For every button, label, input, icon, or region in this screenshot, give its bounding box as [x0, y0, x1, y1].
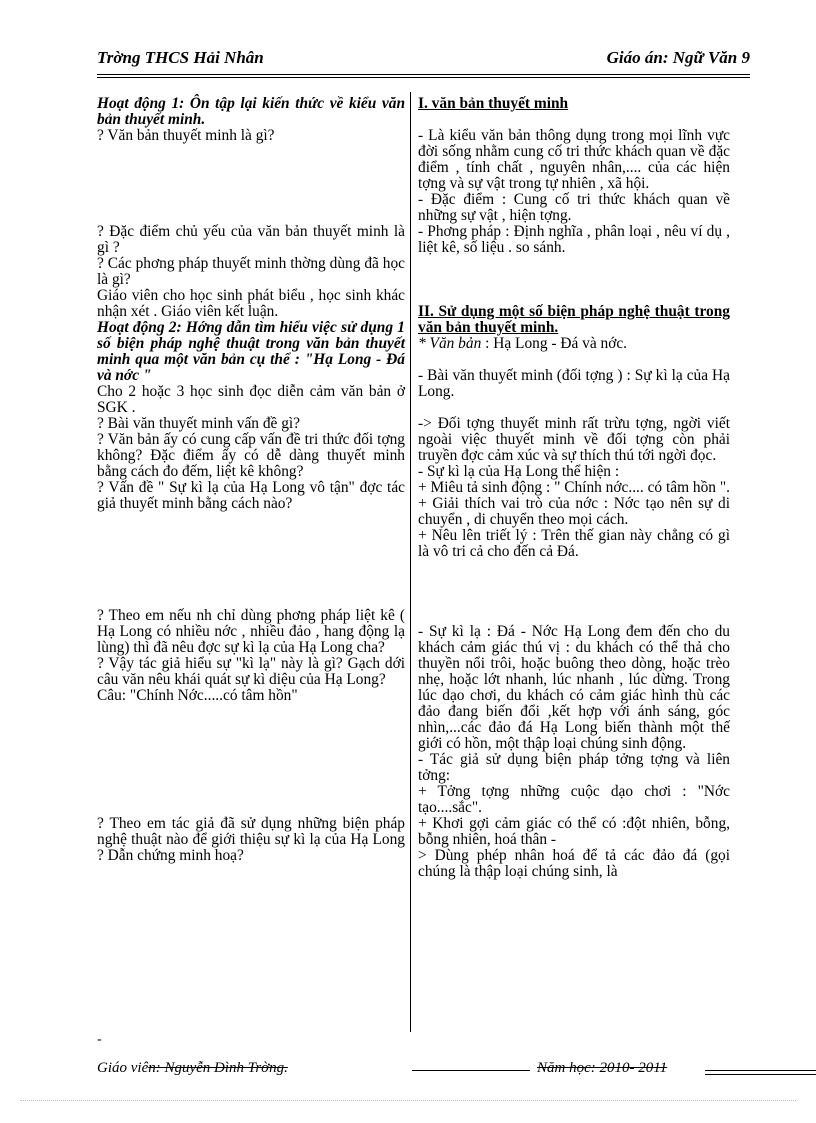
footer-line-right-2: [705, 1074, 816, 1075]
question-9: ? Theo em tác giả đã sử dụng những biện pháp nghệ thuật nào để giới thiệu sự kì lạ của Hạ Long ? Dẫn chứng minh hoạ?: [97, 815, 405, 864]
teacher-note: Giáo viên cho học sinh phát biểu , học sinh khác nhận xét . Giáo viên kết luận.: [97, 287, 405, 320]
feature: - Đặc điểm : Cung cố tri thức khách quan về những sự vật , hiện tợng.: [418, 191, 730, 224]
left-column: [97, 96, 405, 864]
abstract-note: -> Đối tợng thuyết minh rất trừu tợng, ngời viết ngoài việc thuyết minh về đối tợng còn phải truyền đợc cảm xúc và sự thích thú tới ngời đọc.: [418, 415, 730, 464]
methods: - Phơng pháp : Định nghĩa , phân loại , nêu ví dụ , liệt kê, số liệu . so sánh.: [418, 223, 730, 256]
page-header: [97, 48, 750, 70]
stray-mark: -: [97, 1032, 102, 1047]
question-2: ? Đặc điểm chủ yếu của văn bản thuyết minh là gì ?: [97, 223, 405, 256]
section-1-title: I. văn bản thuyết minh: [418, 95, 569, 112]
section-2-title: II. Sử dụng một số biện pháp nghệ thuật trong văn bản thuyết minh.: [418, 303, 730, 336]
question-3: ? Các phơng pháp thuyết minh thờng dùng đã học là gì?: [97, 255, 405, 288]
text-name: : Hạ Long - Đá và nớc.: [481, 335, 628, 352]
question-1: ? Văn bản thuyết minh là gì?: [97, 127, 275, 144]
page-bottom-dotted-rule: [20, 1100, 796, 1101]
text-reference: [418, 336, 730, 352]
magic-paragraph: - Sự kì lạ : Đá - Nớc Hạ Long đem đến cho du khách cảm giác thú vị : du khách có thể thả cho thuyền nổi trôi, hoặc buông theo dòng, hoặc trèo nhẹ, hoặc lớt nhanh, lúc nhanh , lúc dừng. Trong lúc dạo chơi, du khách có cảm giác hình thù các đảo đang biến đổi ,kết hợp với ánh sáng, góc nhìn,...các đảo đá Hạ Long biến thành một thế giới có hồn, một thập loại chúng sinh động.: [418, 623, 730, 752]
footer-line-right: [705, 1070, 816, 1071]
footer-line-mid: [412, 1070, 530, 1071]
question-8: ? Vậy tác giả hiểu sự "kì lạ" này là gì? Gạch dới câu văn nêu khái quát sự kì diệu của Hạ Long?: [97, 655, 405, 688]
explain-point: + Giải thích vai trò của nớc : Nớc tạo nên sự di chuyển , di chuyển theo mọi cách.: [418, 495, 730, 528]
header-rule-2: [97, 77, 750, 78]
subject-title: Giáo án: Ngữ Văn 9: [606, 48, 750, 67]
column-divider: [410, 92, 411, 1032]
philosophy-point: + Nêu lên triết lý : Trên thế gian này chẳng có gì là vô tri cả cho đến cả Đá.: [418, 527, 730, 560]
activity1-title: Hoạt động 1: Ôn tập lại kiến thức về kiểu văn bản thuyết minh.: [97, 95, 405, 128]
wonder-intro: - Sự kì lạ của Hạ Long thể hiện :: [418, 463, 620, 480]
right-column: [418, 96, 730, 880]
answer-quote: Câu: "Chính Nớc.....có tâm hồn": [97, 687, 298, 704]
question-6: ? Vấn đề " Sự kì lạ của Hạ Long vô tận" đợc tác giả thuyết minh bằng cách nào?: [97, 479, 405, 512]
describe-point: + Miêu tả sinh động : " Chính nớc.... có tâm hồn ".: [418, 479, 730, 496]
question-4: ? Bài văn thuyết minh vấn đề gì?: [97, 415, 301, 432]
teacher-label: Giáo viê: [97, 1060, 149, 1076]
definition: - Là kiểu văn bản thông dụng trong mọi lĩnh vực đời sống nhằm cung cố tri thức khách quan về đặc điểm , tính chất , nguyên nhân,.... của các hiện tợng và sự vật trong tự nhiên , xã hội.: [418, 127, 730, 192]
text-label: * Văn bản: [418, 335, 482, 352]
activity2-title: Hoạt động 2: Hớng dẫn tìm hiểu việc sử dụng 1 số biện pháp nghệ thuật trong văn bản thuyết minh qua một văn bản cụ thể : "Hạ Long - Đá và nớc ": [97, 319, 405, 384]
reading-instruction: Cho 2 hoặc 3 học sinh đọc diễn cảm văn bản ở SGK .: [97, 383, 405, 416]
evoke-point: + Khơi gợi cảm giác có thể có :đột nhiên, bỗng, bỗng nhiên, hoá thân -: [418, 815, 730, 848]
personify-point: > Dùng phép nhân hoá để tả các đảo đá (gọi chúng là thập loại chúng sinh, là: [418, 847, 730, 880]
school-name: Trờng THCS Hải Nhân: [97, 48, 264, 67]
header-rule: [97, 74, 750, 75]
school-year: Năm học: 2010- 2011: [537, 1060, 668, 1076]
imagination-intro: - Tác giả sử dụng biện pháp tởng tợng và liên tởng:: [418, 751, 730, 784]
teacher-credit: [97, 1060, 288, 1077]
question-5: ? Văn bản ấy có cung cấp vấn đề tri thức đối tợng không? Đặc điểm ấy có dễ dàng thuyết minh bằng cách đo đếm, liệt kê không?: [97, 431, 405, 480]
imagine-trips: + Tởng tợng những cuộc dạo chơi : "Nớc tạo....sắc".: [418, 783, 730, 816]
question-7: ? Theo em nếu nh chỉ dùng phơng pháp liệt kê ( Hạ Long có nhiều nớc , nhiều đảo , hang động lạ lùng) thì đã nêu đợc sự kì lạ của Hạ Long cha?: [97, 607, 405, 656]
object-of-explanation: - Bài văn thuyết minh (đối tợng ) : Sự kì lạ của Hạ Long.: [418, 367, 730, 400]
teacher-name: n: Nguyễn Đình Trờng.: [148, 1060, 288, 1076]
